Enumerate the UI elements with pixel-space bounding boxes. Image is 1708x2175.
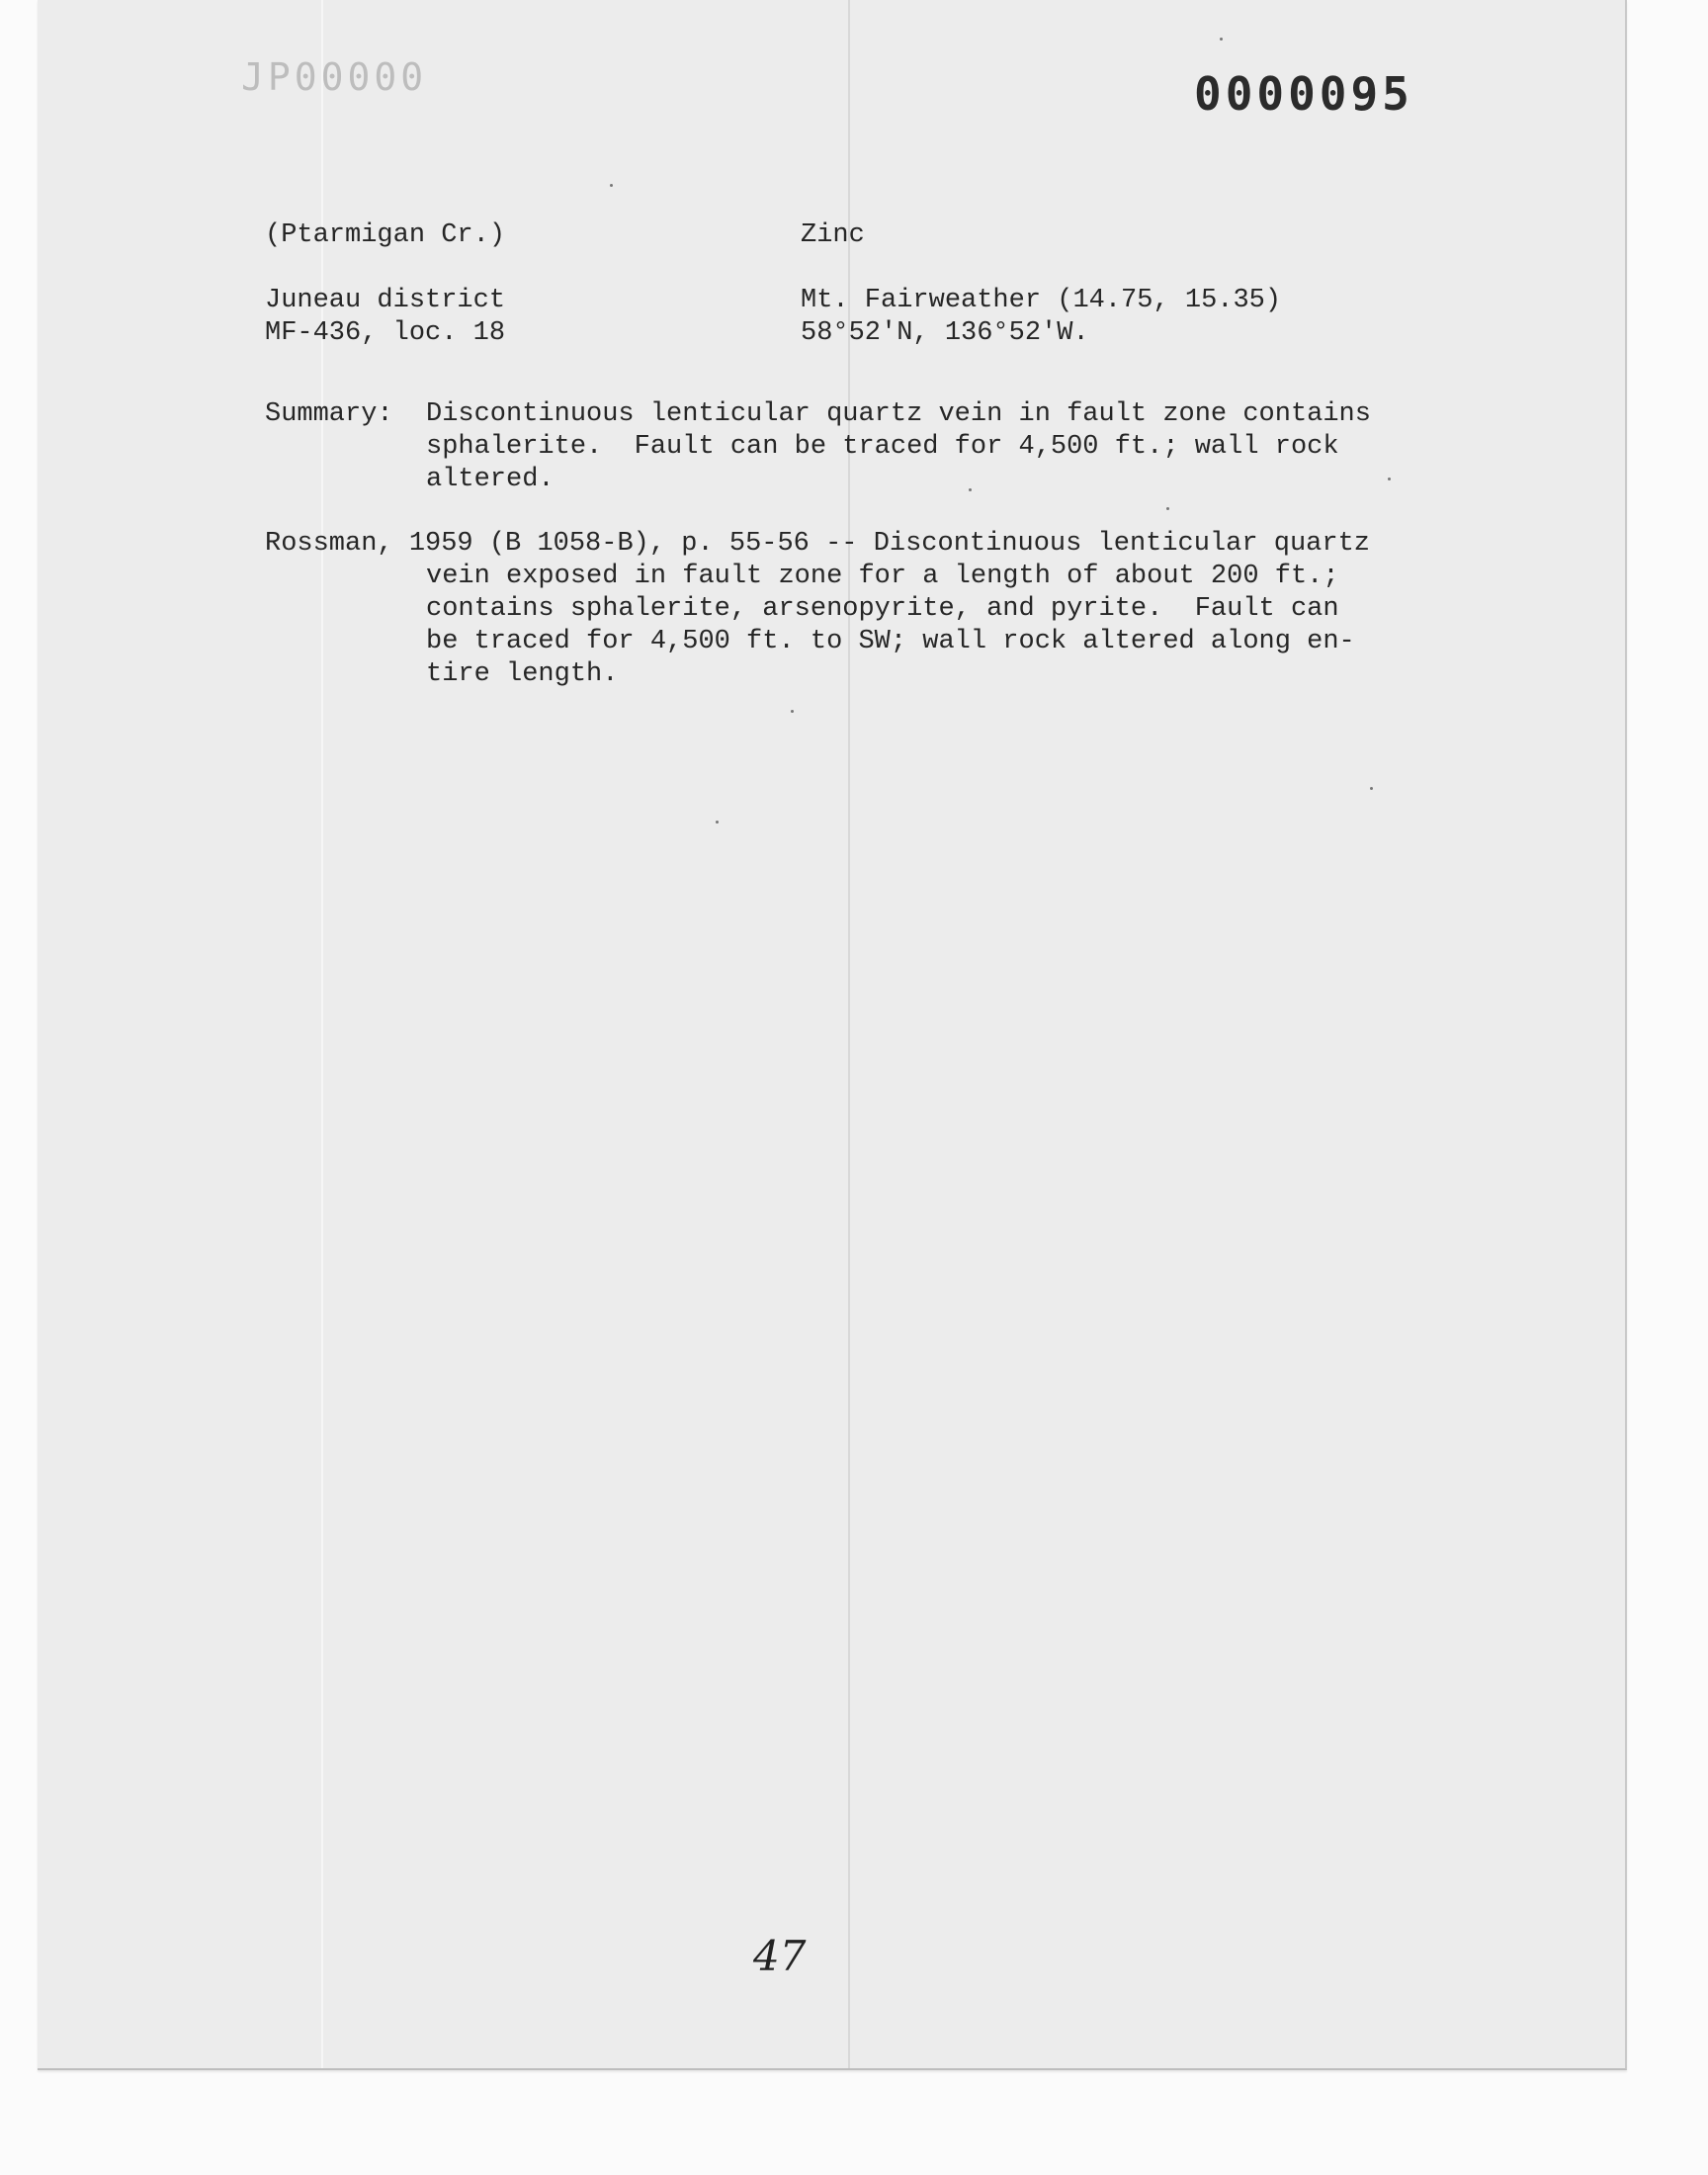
quadrangle-block xyxy=(801,285,1281,350)
document-number-stamp: 0000095 xyxy=(1194,67,1413,121)
faded-stamp-code: JP00000 xyxy=(241,55,428,99)
scan-speck xyxy=(610,184,613,187)
coordinates: 58°52'N, 136°52'W. xyxy=(801,318,1089,348)
summary-line: Discontinuous lenticular quartz vein in fault zone contains xyxy=(426,399,1371,429)
scan-speck xyxy=(969,488,972,491)
scan-speck xyxy=(791,710,794,713)
commodity: Zinc xyxy=(801,220,865,250)
reference-line: tire length. xyxy=(426,659,619,689)
scan-speck xyxy=(1220,38,1223,41)
district-block xyxy=(265,285,505,350)
quadrangle: Mt. Fairweather (14.75, 15.35) xyxy=(801,286,1282,315)
district: Juneau district xyxy=(265,286,506,315)
reference-line: contains sphalerite, arsenopyrite, and pyrite. Fault can xyxy=(426,594,1339,624)
reference-citation: Rossman, 1959 (B 1058-B), p. 55-56 -- Discontinuous lenticular quartz xyxy=(265,529,1370,559)
summary-line: sphalerite. Fault can be traced for 4,500 ft.; wall rock xyxy=(426,432,1339,462)
summary-label: Summary: xyxy=(265,399,393,429)
summary-line: altered. xyxy=(426,465,555,494)
summary-text xyxy=(426,398,1371,496)
scan-speck xyxy=(1166,507,1169,510)
scan-speck xyxy=(1370,787,1373,790)
scan-speck xyxy=(716,821,719,824)
reference-text xyxy=(426,561,1355,691)
handwritten-page-number: 47 xyxy=(753,1932,807,1980)
reference-line: vein exposed in fault zone for a length of about 200 ft.; xyxy=(426,562,1339,591)
reference-line: be traced for 4,500 ft. to SW; wall rock altered along en- xyxy=(426,627,1355,656)
locality-name: (Ptarmigan Cr.) xyxy=(265,220,506,250)
scan-speck xyxy=(1388,478,1391,480)
map-reference: MF-436, loc. 18 xyxy=(265,318,506,348)
